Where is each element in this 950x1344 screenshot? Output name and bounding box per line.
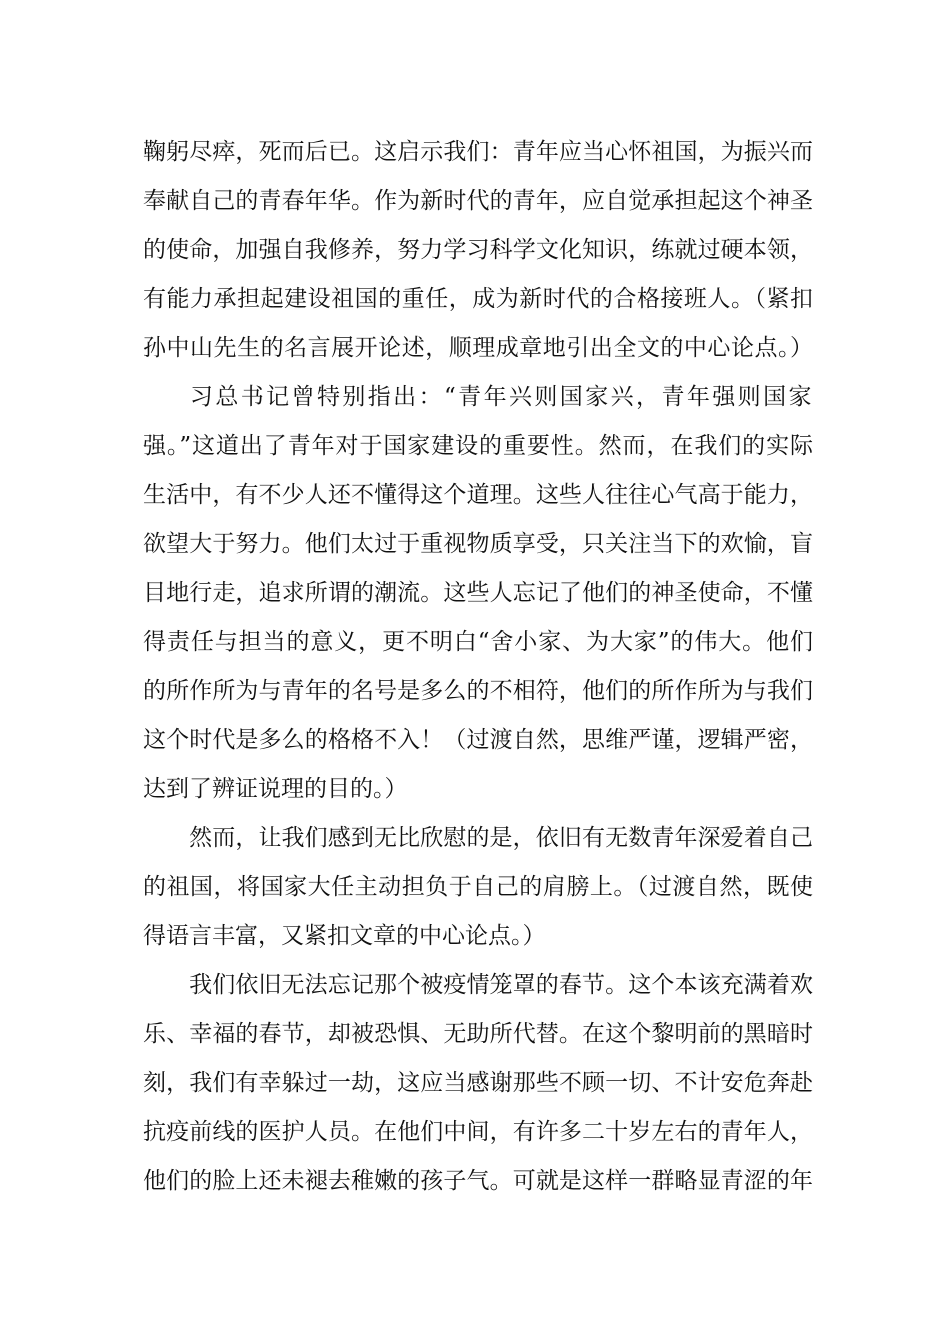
text-line-content: 然而，让我们感到无比欣慰的是，依旧有无数青年深爱着自己 [189, 825, 813, 851]
paragraph-2 [143, 373, 813, 814]
text-line: 强。”这道出了青年对于国家建设的重要性。然而，在我们的实际 [143, 433, 813, 459]
text-line [143, 961, 813, 1010]
text-line: 达到了辨证说理的目的。） [143, 776, 408, 802]
text-line: 这个时代是多么的格格不入！（过渡自然，思维严谨，逻辑严密， [143, 727, 813, 753]
paragraph-4 [143, 961, 813, 1206]
text-line: 生活中，有不少人还不懂得这个道理。这些人往往心气高于能力， [143, 482, 813, 508]
text-line: 的所作所为与青年的名号是多么的不相符，他们的所作所为与我们 [143, 678, 813, 704]
text-line: 得责任与担当的意义，更不明白“舍小家、为大家”的伟大。他们 [143, 629, 813, 655]
text-line: 欲望大于努力。他们太过于重视物质享受，只关注当下的欢愉，盲 [143, 531, 813, 557]
text-line-content: 我们依旧无法忘记那个被疫情笼罩的春节。这个本该充满着欢 [189, 972, 813, 998]
text-line: 有能力承担起建设祖国的重任，成为新时代的合格接班人。（紧扣 [143, 286, 813, 312]
document-body [143, 128, 813, 1206]
text-line: 得语言丰富，又紧扣文章的中心论点。） [143, 923, 546, 949]
text-line: 奉献自己的青春年华。作为新时代的青年，应自觉承担起这个神圣 [143, 188, 813, 214]
text-line-content: 习总书记曾特别指出：“青年兴则国家兴，青年强则国家 [189, 384, 813, 410]
paragraph-1 [143, 128, 813, 373]
text-line: 的使命，加强自我修养，努力学习科学文化知识，练就过硬本领， [143, 237, 813, 263]
text-line: 鞠躬尽瘁，死而后已。这启示我们：青年应当心怀祖国，为振兴而 [143, 139, 813, 165]
text-line: 孙中山先生的名言展开论述，顺理成章地引出全文的中心论点。） [143, 335, 813, 361]
text-line: 的祖国，将国家大任主动担负于自己的肩膀上。（过渡自然，既使 [143, 874, 813, 900]
text-line: 抗疫前线的医护人员。在他们中间，有许多二十岁左右的青年人， [143, 1119, 813, 1145]
paragraph-3 [143, 814, 813, 961]
text-line [143, 814, 813, 863]
text-line: 目地行走，追求所谓的潮流。这些人忘记了他们的神圣使命，不懂 [143, 580, 813, 606]
text-line: 乐、幸福的春节，却被恐惧、无助所代替。在这个黎明前的黑暗时 [143, 1021, 813, 1047]
text-line: 他们的脸上还未褪去稚嫩的孩子气。可就是这样一群略显青涩的年 [143, 1168, 813, 1194]
text-line [143, 373, 813, 422]
text-line: 刻，我们有幸躲过一劫，这应当感谢那些不顾一切、不计安危奔赴 [143, 1070, 813, 1096]
